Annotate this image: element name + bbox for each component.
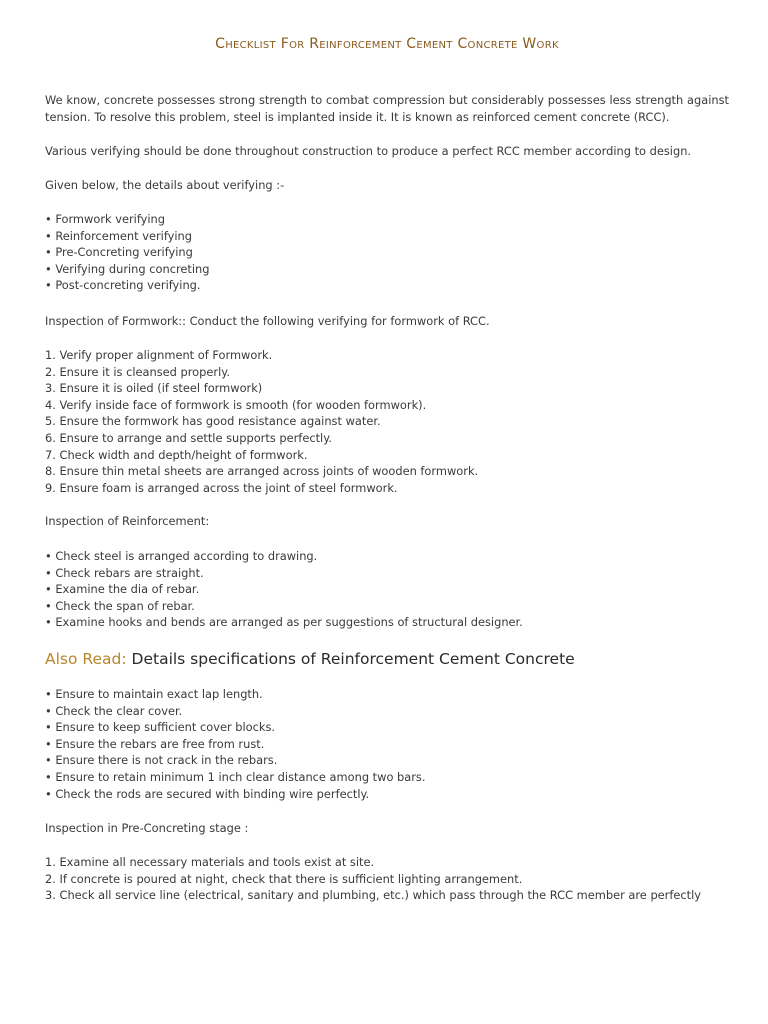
given-below-text: Given below, the details about verifying :- xyxy=(45,178,285,192)
list-item: 1. Verify proper alignment of Formwork. xyxy=(45,348,273,362)
intro-text: We know, concrete possesses strong strength to combat compression but considerably possesses less strength against tension. To resolve this problem, steel is implanted inside it. It is known as reinforced cement concrete (RCC). xyxy=(45,93,729,124)
list-item: 3. Ensure it is oiled (if steel formwork) xyxy=(45,381,263,396)
page-title: Checklist For Reinforcement Cement Concrete Work xyxy=(215,36,559,52)
paragraph-given-below xyxy=(45,177,729,194)
verifying-text: Various verifying should be done throughout construction to produce a perfect RCC member according to design. xyxy=(45,144,692,158)
also-read-link[interactable]: Details specifications of Reinforcement Cement Concrete xyxy=(131,650,575,668)
paragraph-verifying xyxy=(45,143,729,160)
reinforcement-heading xyxy=(45,513,729,530)
also-read-callout xyxy=(45,648,575,670)
reinforcement-list-continued xyxy=(45,686,729,802)
list-item: • Examine hooks and bends are arranged as per suggestions of structural designer. xyxy=(45,615,523,630)
list-item: • Pre-Concreting verifying xyxy=(45,245,193,260)
formwork-heading xyxy=(45,313,729,330)
list-item: 6. Ensure to arrange and settle supports perfectly. xyxy=(45,430,332,445)
list-item: • Ensure to keep sufficient cover blocks. xyxy=(45,720,276,735)
list-item: • Check the rods are secured with binding wire perfectly. xyxy=(45,786,370,801)
formwork-heading-text: Inspection of Formwork:: Conduct the following verifying for formwork of RCC. xyxy=(45,314,490,328)
list-item: • Reinforcement verifying xyxy=(45,228,192,243)
list-item: • Check rebars are straight. xyxy=(45,565,204,580)
formwork-list xyxy=(45,347,729,496)
list-item: 5. Ensure the formwork has good resistance against water. xyxy=(45,414,381,429)
list-item: • Verifying during concreting xyxy=(45,261,210,276)
list-item: 3. Check all service line (electrical, sanitary and plumbing, etc.) which pass through the RCC member are perfectly xyxy=(45,888,702,903)
reinforcement-heading-text: Inspection of Reinforcement: xyxy=(45,514,210,528)
verify-list xyxy=(45,211,729,294)
list-item: • Check the span of rebar. xyxy=(45,598,195,613)
list-item: • Check the clear cover. xyxy=(45,703,183,718)
preconcreting-list xyxy=(45,854,729,904)
list-item: • Post-concreting verifying. xyxy=(45,278,201,293)
list-item: • Ensure to maintain exact lap length. xyxy=(45,687,263,701)
list-item: 9. Ensure foam is arranged across the joint of steel formwork. xyxy=(45,480,398,495)
list-item: • Ensure the rebars are free from rust. xyxy=(45,736,265,751)
reinforcement-list xyxy=(45,548,729,631)
also-read-label: Also Read: xyxy=(45,650,127,668)
list-item: 4. Verify inside face of formwork is smooth (for wooden formwork). xyxy=(45,397,427,412)
list-item: • Check steel is arranged according to drawing. xyxy=(45,549,318,563)
list-item: 7. Check width and depth/height of formwork. xyxy=(45,447,308,462)
list-item: 2. Ensure it is cleansed properly. xyxy=(45,364,230,379)
preconcreting-heading-text: Inspection in Pre-Concreting stage : xyxy=(45,821,249,835)
list-item: • Ensure there is not crack in the rebars. xyxy=(45,753,278,768)
list-item: • Formwork verifying xyxy=(45,212,165,226)
preconcreting-heading xyxy=(45,820,729,837)
intro-paragraph xyxy=(45,92,729,125)
list-item: 8. Ensure thin metal sheets are arranged across joints of wooden formwork. xyxy=(45,464,479,479)
list-item: 1. Examine all necessary materials and tools exist at site. xyxy=(45,855,375,869)
list-item: • Ensure to retain minimum 1 inch clear distance among two bars. xyxy=(45,769,426,784)
list-item: • Examine the dia of rebar. xyxy=(45,582,200,597)
list-item: 2. If concrete is poured at night, check that there is sufficient lighting arrangement. xyxy=(45,871,523,886)
